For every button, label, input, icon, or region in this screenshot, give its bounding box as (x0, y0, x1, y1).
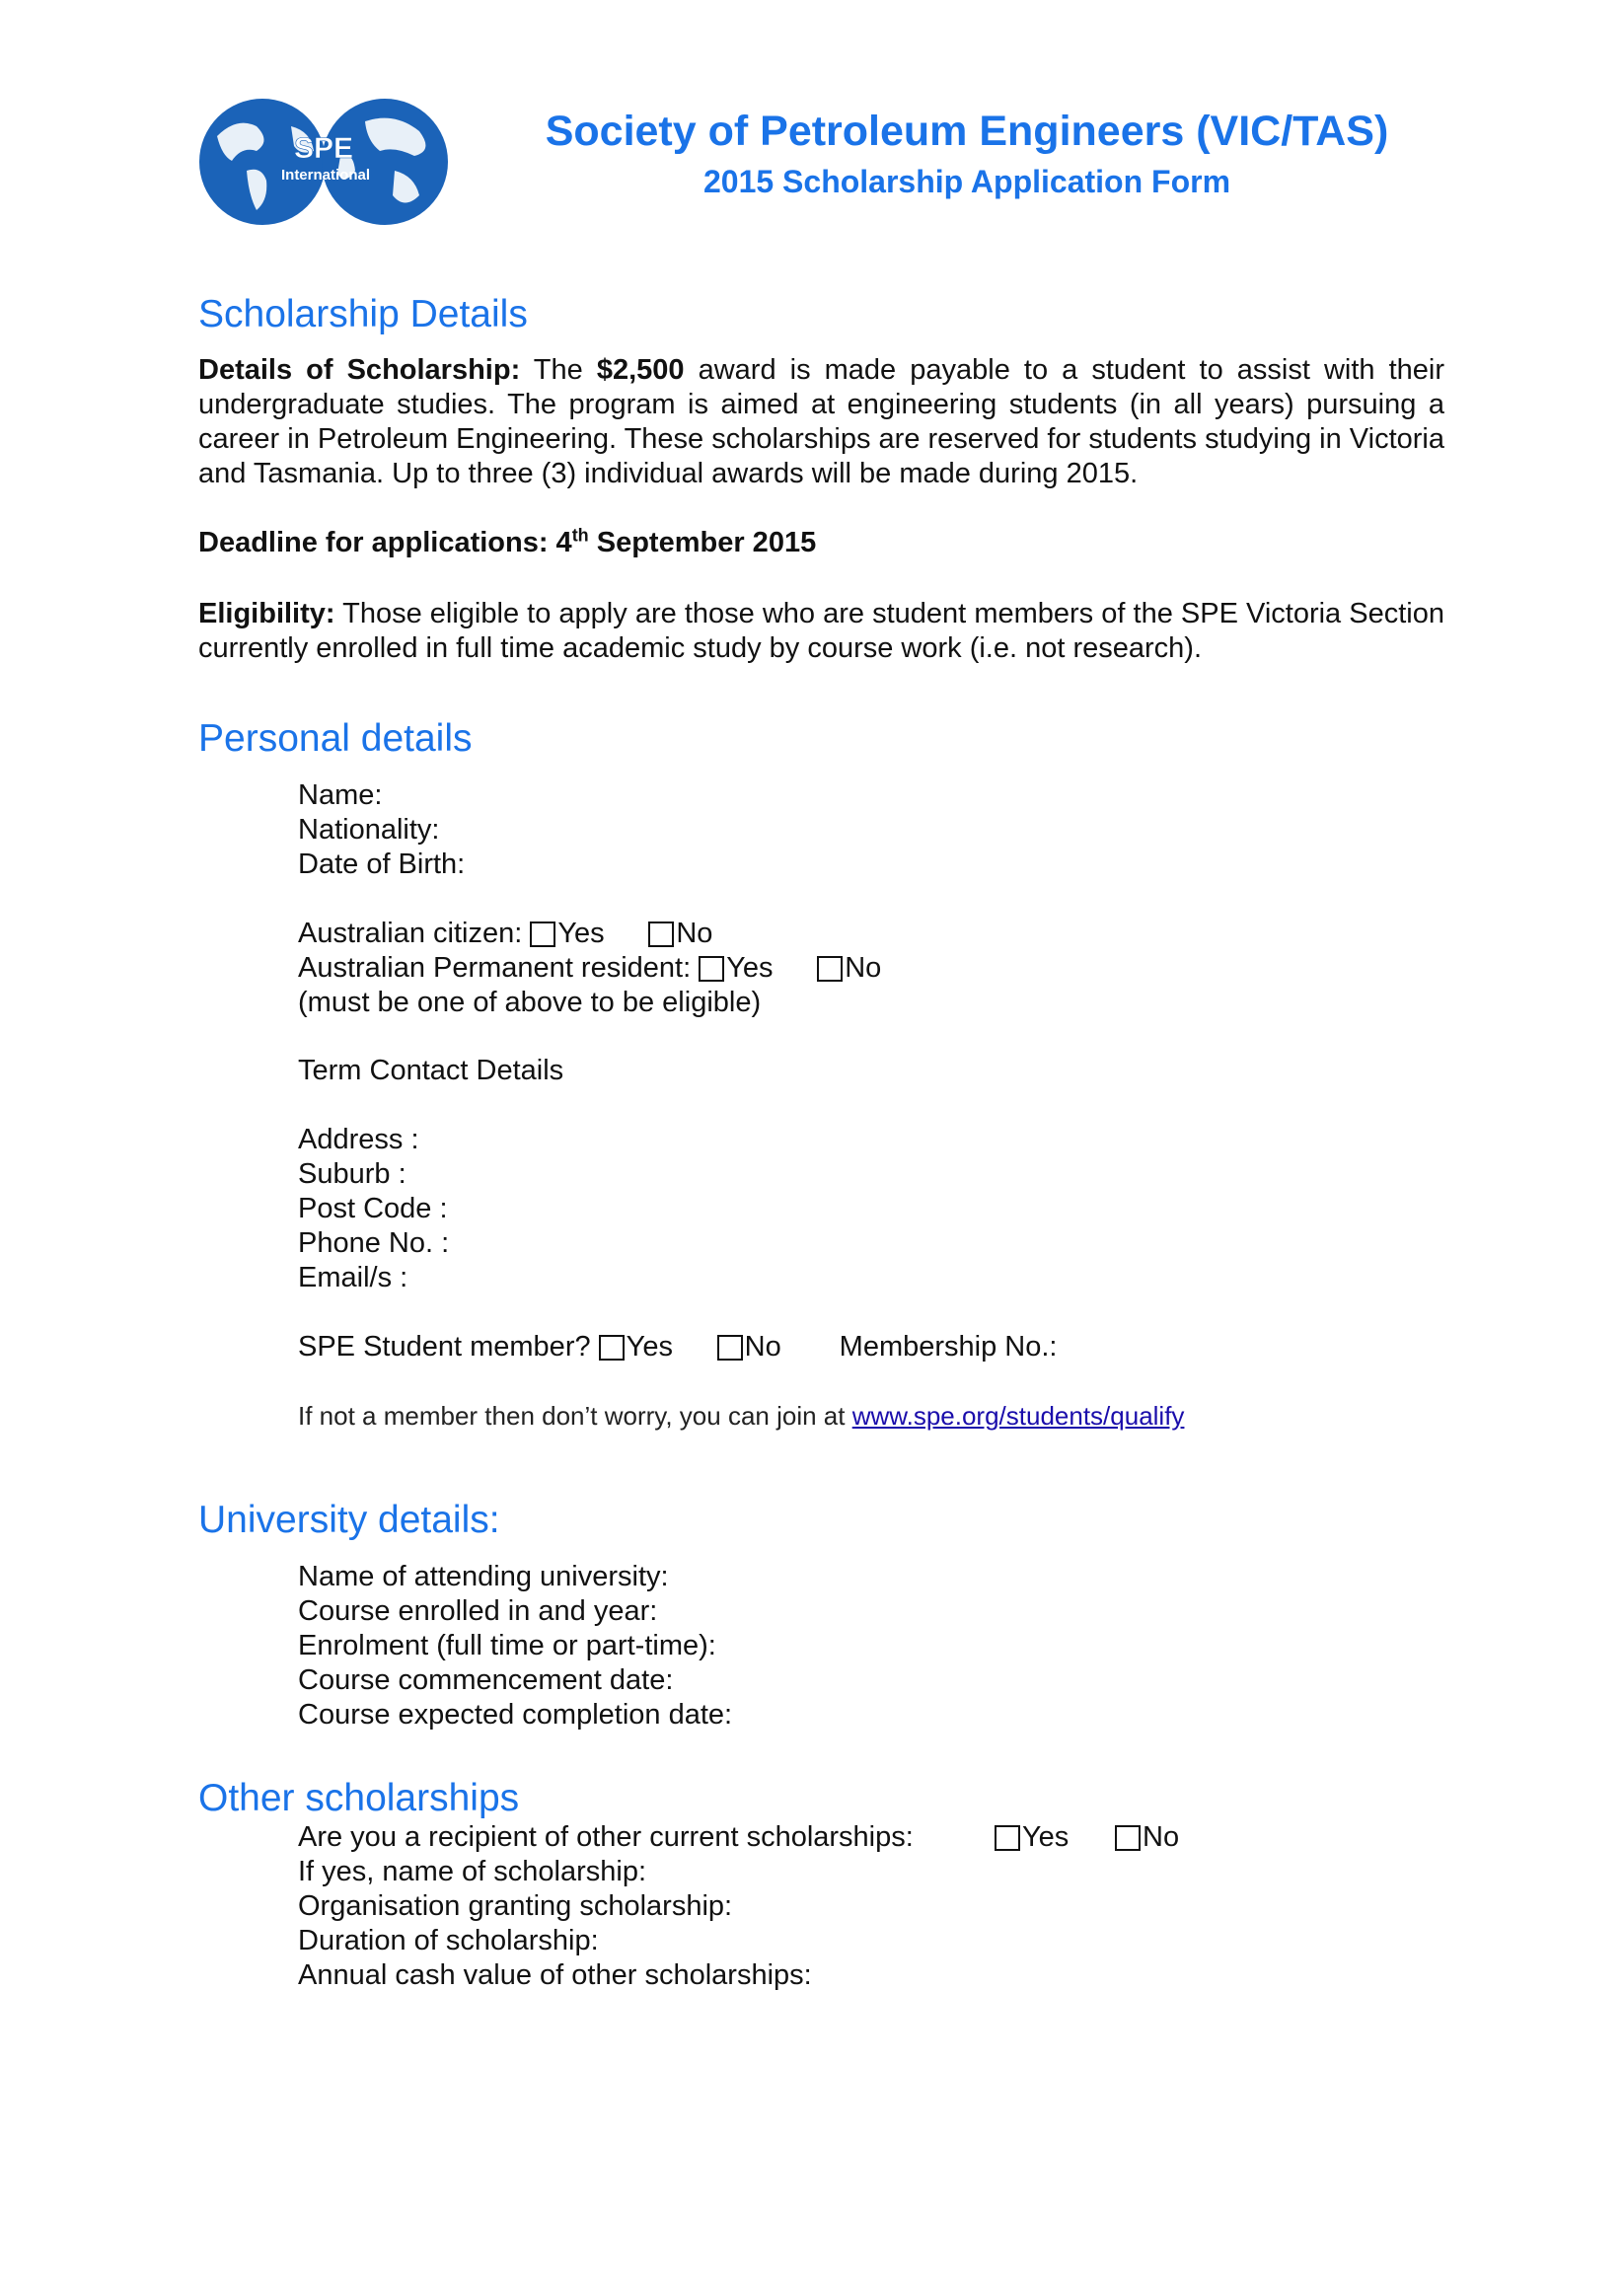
citizen-yes-checkbox[interactable] (530, 921, 555, 947)
phone-label: Phone No. : (298, 1227, 450, 1259)
commencement-label: Course commencement date: (298, 1664, 674, 1696)
recipient-row (298, 1820, 1179, 1855)
deadline-label: Deadline for applications: 4 (198, 527, 572, 558)
completion-label: Course expected completion date: (298, 1699, 733, 1731)
duration-label: Duration of scholarship: (298, 1925, 599, 1956)
scholarship-details-paragraph (198, 353, 1444, 491)
details-label: Details of Scholarship: (198, 354, 521, 386)
form-subtitle: 2015 Scholarship Application Form (702, 164, 1231, 199)
enrolment-label: Enrolment (full time or part-time): (298, 1630, 716, 1661)
recipient-no-checkbox[interactable] (1115, 1825, 1141, 1851)
university-heading: University details: (198, 1499, 500, 1541)
organisation-label: Organisation granting scholarship: (298, 1890, 733, 1922)
no-label: No (1143, 1821, 1180, 1853)
term-contact-label: Term Contact Details (298, 1055, 564, 1086)
dob-label: Date of Birth: (298, 848, 466, 880)
citizen-no-checkbox[interactable] (648, 921, 674, 947)
spe-member-yes-checkbox[interactable] (599, 1335, 625, 1361)
eligibility-text: Those eligible to apply are those who are student members of the SPE Victoria Section currently enrolled in full time academic study by course work (i.e. not research). (198, 598, 1444, 664)
other-heading: Other scholarships (198, 1777, 520, 1819)
spe-member-row (298, 1330, 1057, 1364)
university-name-label: Name of attending university: (298, 1561, 669, 1592)
deadline-date: September 2015 (588, 527, 817, 558)
yes-label: Yes (557, 918, 605, 949)
address-label: Address : (298, 1124, 419, 1155)
resident-row (298, 951, 881, 986)
spe-logo (197, 97, 450, 227)
details-text-2: award is made payable to a student to assist with their undergraduate studies. The program is aimed at engineering students (in all years) pursuing a career in Petroleum Engineering. These scholarships are reserved for students studying in Victoria and Tasmania. Up to three (3) individual awards will be made during 2015. (198, 354, 1445, 489)
yes-label: Yes (626, 1331, 673, 1363)
award-amount: $2,500 (596, 354, 685, 386)
personal-heading: Personal details (198, 717, 473, 760)
yes-label: Yes (1022, 1821, 1070, 1853)
scholarship-heading: Scholarship Details (198, 293, 528, 335)
postcode-label: Post Code : (298, 1193, 448, 1224)
citizen-row (298, 917, 712, 951)
if-yes-label: If yes, name of scholarship: (298, 1856, 646, 1887)
eligibility-paragraph (198, 597, 1444, 666)
logo-subtext: International (280, 167, 371, 184)
logo-text: SPE (293, 132, 354, 165)
recipient-yes-checkbox[interactable] (995, 1825, 1020, 1851)
spe-member-label: SPE Student member? (298, 1331, 599, 1363)
email-label: Email/s : (298, 1262, 408, 1293)
join-text: If not a member then don’t worry, you can join at (298, 1401, 852, 1431)
suburb-label: Suburb : (298, 1158, 406, 1190)
yes-label: Yes (726, 952, 774, 984)
eligible-note: (must be one of above to be eligible) (298, 987, 762, 1018)
deadline-paragraph (198, 526, 1444, 560)
join-link[interactable]: www.spe.org/students/qualify (851, 1401, 1185, 1431)
resident-label: Australian Permanent resident: (298, 952, 700, 984)
recipient-label: Are you a recipient of other current scholarships: (298, 1821, 914, 1853)
annual-value-label: Annual cash value of other scholarships: (298, 1959, 812, 1991)
no-label: No (845, 952, 882, 984)
details-text-1: The (520, 354, 597, 386)
join-note (298, 1399, 1184, 1434)
eligibility-label: Eligibility: (198, 598, 335, 629)
resident-no-checkbox[interactable] (817, 956, 843, 982)
deadline-sup: th (571, 525, 589, 546)
citizen-label: Australian citizen: (298, 918, 531, 949)
form-title: Society of Petroleum Engineers (VIC/TAS) (545, 108, 1389, 155)
spe-member-no-checkbox[interactable] (717, 1335, 743, 1361)
membership-no-label: Membership No.: (839, 1331, 1058, 1363)
name-label: Name: (298, 779, 383, 811)
no-label: No (744, 1331, 781, 1363)
nationality-label: Nationality: (298, 814, 440, 846)
resident-yes-checkbox[interactable] (699, 956, 724, 982)
course-label: Course enrolled in and year: (298, 1595, 658, 1627)
no-label: No (676, 918, 713, 949)
